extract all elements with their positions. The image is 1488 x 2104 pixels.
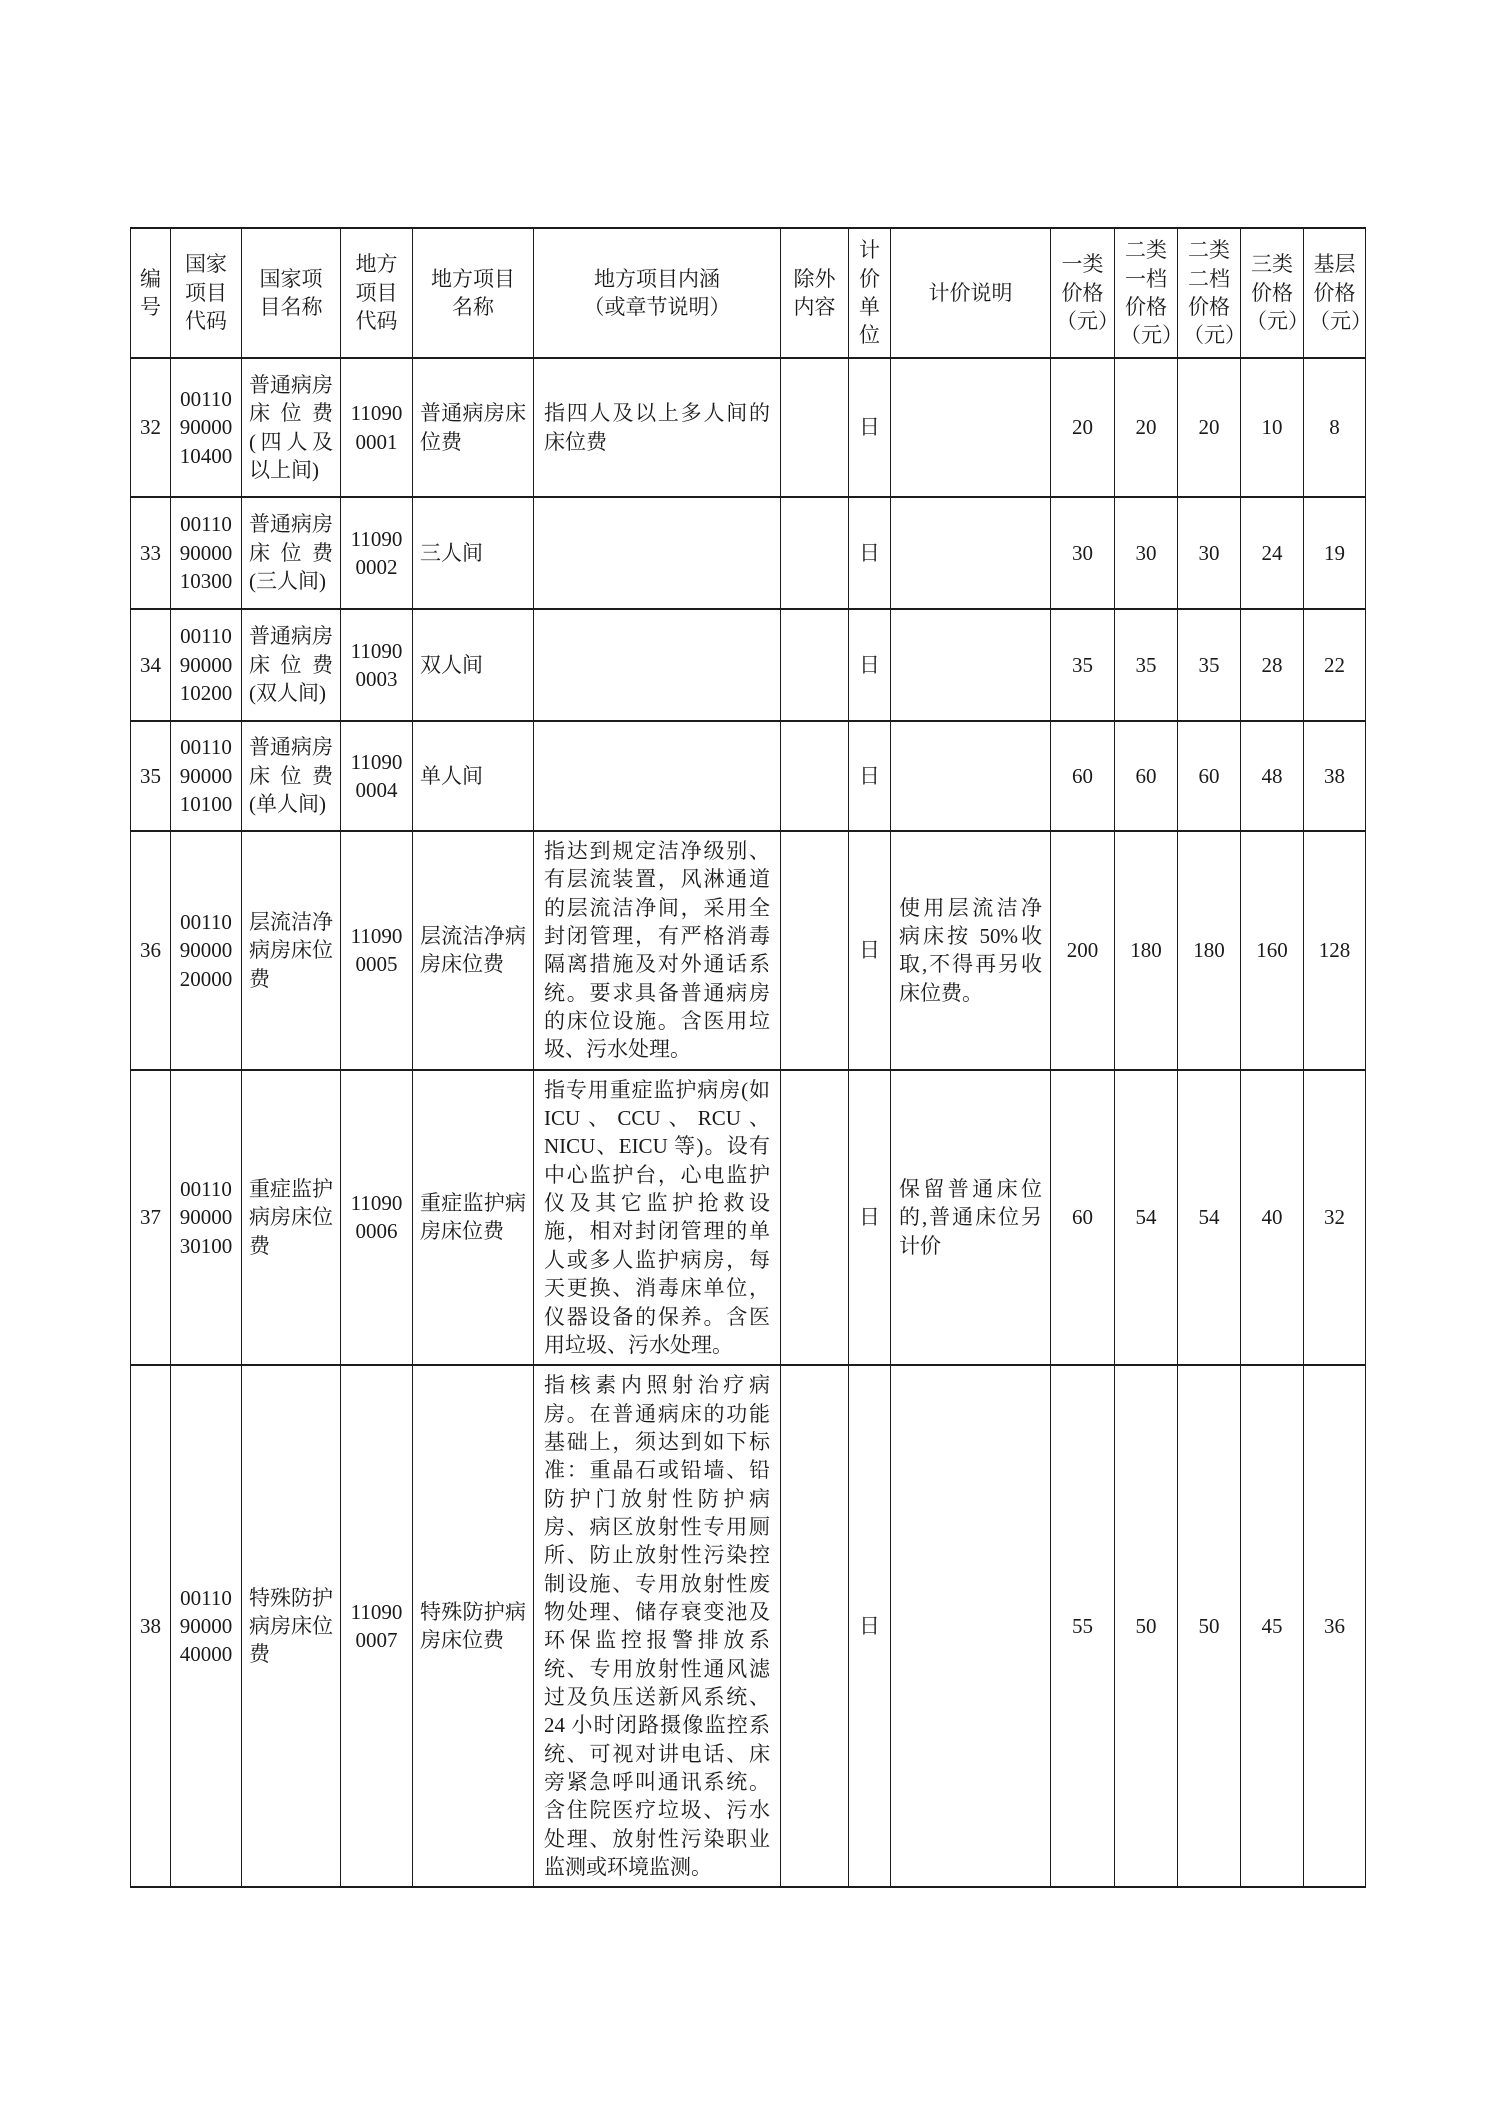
table-row [131,1070,1366,1365]
cell-description [534,609,781,721]
cell-local-name: 普通病房床位费 [413,358,534,497]
cell-price-tier2a: 50 [1115,1365,1178,1887]
cell-price-base: 22 [1304,609,1366,721]
cell-price-tier1: 35 [1051,609,1115,721]
col-header-price-tier1: 一类 价格 （元） [1051,228,1115,358]
cell-number: 37 [131,1070,171,1365]
cell-national-code: 00110 90000 20000 [171,831,242,1070]
col-header-price-tier2a: 二类 一档 价格 （元） [1115,228,1178,358]
cell-local-name: 单人间 [413,721,534,831]
cell-national-name: 普通病房床位费(双人间) [242,609,341,721]
cell-local-code: 11090 0006 [341,1070,413,1365]
cell-price-tier2a: 30 [1115,497,1178,609]
cell-national-code: 00110 90000 10400 [171,358,242,497]
cell-number: 32 [131,358,171,497]
cell-price-tier3: 48 [1241,721,1304,831]
cell-number: 34 [131,609,171,721]
col-header-national-name: 国家项 目名称 [242,228,341,358]
cell-number: 33 [131,497,171,609]
cell-price-base: 36 [1304,1365,1366,1887]
cell-unit: 日 [849,721,891,831]
cell-excluded [781,1070,849,1365]
cell-local-name: 特殊防护病房床位费 [413,1365,534,1887]
cell-unit: 日 [849,1365,891,1887]
cell-price-tier3: 40 [1241,1070,1304,1365]
cell-description [534,721,781,831]
cell-price-tier2a: 20 [1115,358,1178,497]
cell-local-name: 重症监护病房床位费 [413,1070,534,1365]
cell-national-name: 普通病房床位费(三人间) [242,497,341,609]
cell-price-tier2b: 20 [1178,358,1241,497]
cell-national-code: 00110 90000 40000 [171,1365,242,1887]
table-row [131,497,1366,609]
cell-price-base: 19 [1304,497,1366,609]
cell-pricing-note [891,1365,1051,1887]
cell-national-code: 00110 90000 30100 [171,1070,242,1365]
cell-price-tier2b: 30 [1178,497,1241,609]
cell-price-tier1: 60 [1051,1070,1115,1365]
cell-price-tier2b: 60 [1178,721,1241,831]
cell-unit: 日 [849,358,891,497]
cell-price-tier2a: 35 [1115,609,1178,721]
cell-local-name: 双人间 [413,609,534,721]
cell-local-code: 11090 0007 [341,1365,413,1887]
col-header-local-code: 地方 项目 代码 [341,228,413,358]
cell-national-code: 00110 90000 10100 [171,721,242,831]
cell-price-tier3: 28 [1241,609,1304,721]
table-row [131,721,1366,831]
cell-excluded [781,609,849,721]
cell-excluded [781,1365,849,1887]
cell-unit: 日 [849,609,891,721]
cell-price-tier2a: 180 [1115,831,1178,1070]
cell-price-tier2b: 180 [1178,831,1241,1070]
cell-number: 38 [131,1365,171,1887]
cell-national-name: 普通病房床位费(单人间) [242,721,341,831]
cell-local-code: 11090 0002 [341,497,413,609]
cell-excluded [781,358,849,497]
cell-local-name: 三人间 [413,497,534,609]
medical-fee-table [130,227,1372,1888]
cell-national-name: 重症监护病房床位费 [242,1070,341,1365]
cell-price-base: 8 [1304,358,1366,497]
col-header-excluded: 除外 内容 [781,228,849,358]
cell-local-code: 11090 0004 [341,721,413,831]
cell-unit: 日 [849,497,891,609]
cell-price-tier3: 45 [1241,1365,1304,1887]
header-row [131,228,1366,358]
cell-price-tier2a: 54 [1115,1070,1178,1365]
cell-excluded [781,497,849,609]
cell-pricing-note [891,358,1051,497]
cell-description: 指四人及以上多人间的床位费 [534,358,781,497]
col-header-number: 编 号 [131,228,171,358]
cell-price-tier1: 200 [1051,831,1115,1070]
cell-local-name: 层流洁净病房床位费 [413,831,534,1070]
cell-price-tier2b: 50 [1178,1365,1241,1887]
col-header-description: 地方项目内涵 （或章节说明） [534,228,781,358]
table-row [131,831,1366,1070]
cell-price-base: 32 [1304,1070,1366,1365]
cell-pricing-note: 保留普通床位的,普通床位另计价 [891,1070,1051,1365]
cell-price-base: 128 [1304,831,1366,1070]
cell-description: 指核素内照射治疗病房。在普通病床的功能基础上，须达到如下标准：重晶石或铅墙、铅防护门放射性防护病房、病区放射性专用厕所、防止放射性污染控制设施、专用放射性废物处理、储存衰变池及环保监控报警排放系统、专用放射性通风滤过及负压送新风系统、24 小时闭路摄像监控系统、可视对讲电话、床旁紧急呼叫通讯系统。含住院医疗垃圾、污水处理、放射性污染职业监测或环境监测。 [534,1365,781,1887]
cell-local-code: 11090 0003 [341,609,413,721]
cell-price-tier3: 24 [1241,497,1304,609]
cell-unit: 日 [849,831,891,1070]
cell-number: 36 [131,831,171,1070]
cell-price-tier1: 60 [1051,721,1115,831]
cell-pricing-note [891,609,1051,721]
col-header-pricing-note: 计价说明 [891,228,1051,358]
cell-price-base: 38 [1304,721,1366,831]
cell-national-code: 00110 90000 10300 [171,497,242,609]
cell-local-code: 11090 0005 [341,831,413,1070]
cell-national-name: 特殊防护病房床位费 [242,1365,341,1887]
col-header-price-tier2b: 二类 二档 价格 （元） [1178,228,1241,358]
cell-number: 35 [131,721,171,831]
cell-price-tier3: 10 [1241,358,1304,497]
cell-excluded [781,831,849,1070]
table-row [131,609,1366,721]
cell-price-tier1: 55 [1051,1365,1115,1887]
col-header-price-base: 基层 价格 （元） [1304,228,1366,358]
cell-price-tier2a: 60 [1115,721,1178,831]
cell-national-name: 普通病房床位费(四人及以上间) [242,358,341,497]
cell-pricing-note [891,497,1051,609]
col-header-national-code: 国家 项目 代码 [171,228,242,358]
cell-price-tier1: 20 [1051,358,1115,497]
cell-unit: 日 [849,1070,891,1365]
cell-pricing-note [891,721,1051,831]
cell-local-code: 11090 0001 [341,358,413,497]
table-row [131,1365,1366,1887]
col-header-price-tier3: 三类 价格 （元） [1241,228,1304,358]
cell-price-tier1: 30 [1051,497,1115,609]
cell-national-code: 00110 90000 10200 [171,609,242,721]
table-row [131,358,1366,497]
cell-price-tier2b: 54 [1178,1070,1241,1365]
cell-description [534,497,781,609]
cell-pricing-note: 使用层流洁净病床按 50%收取,不得再另收床位费。 [891,831,1051,1070]
cell-excluded [781,721,849,831]
col-header-unit: 计 价 单 位 [849,228,891,358]
cell-price-tier3: 160 [1241,831,1304,1070]
cell-national-name: 层流洁净病房床位费 [242,831,341,1070]
cell-price-tier2b: 35 [1178,609,1241,721]
cell-description: 指专用重症监护病房(如 ICU、CCU、RCU、NICU、EICU 等)。设有中心监护台，心电监护仪及其它监护抢救设施，相对封闭管理的单人或多人监护病房，每天更换、消毒床单位，仪器设备的保养。含医用垃圾、污水处理。 [534,1070,781,1365]
cell-description: 指达到规定洁净级别、有层流装置，风淋通道的层流洁净间，采用全封闭管理，有严格消毒隔离措施及对外通话系统。要求具备普通病房的床位设施。含医用垃圾、污水处理。 [534,831,781,1070]
col-header-local-name: 地方项目 名称 [413,228,534,358]
